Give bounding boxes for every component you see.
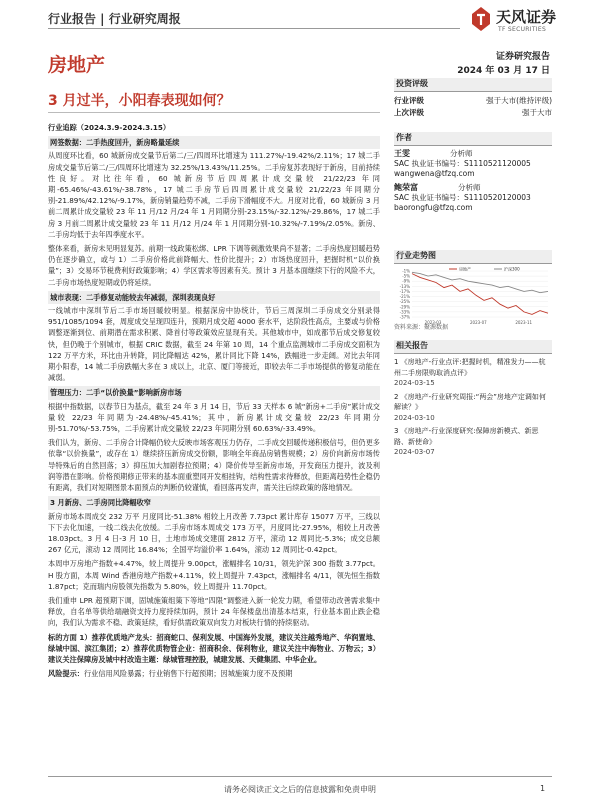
series-line-csi300	[412, 272, 548, 292]
analyst-card	[394, 149, 552, 179]
tf-securities-logo	[470, 4, 580, 40]
industry-trend-chart	[394, 265, 552, 327]
rating-row	[394, 95, 552, 107]
tf-logo-icon	[470, 6, 492, 32]
page-title: 房地产	[48, 54, 106, 76]
logo-text-cn: 天风证券	[496, 8, 557, 26]
x-tick-label: 2023-07	[470, 320, 487, 325]
section-heading: 管理压力：二手“以价换量”影响新房市场	[48, 386, 380, 399]
rating-value: 强于大市(维持评级)	[486, 96, 552, 105]
header-divider	[48, 28, 460, 29]
prev-rating-value: 强于大市	[522, 108, 552, 117]
report-subtitle: 3 月过半，小阳春表现如何？	[48, 93, 231, 109]
rating-panel	[394, 78, 552, 119]
y-tick-label: -33%	[399, 309, 410, 315]
body-paragraph: 根据中指数据，以春节日为基点，截至 24 年 3 月 14 日，节后 33 天样本 6 城“新房+二手房”累计成交量较 22/23 年同期为-24.48%/-45.41%；其中，新房累计成交量较 22/23 年同期分别-51.70%/-53.75%，二手房累计成交量较 22/23 年同期分别 60.63%/-33.49%。	[48, 401, 380, 434]
y-tick-label: -25%	[399, 299, 410, 305]
legend-label: 房地产	[459, 266, 471, 272]
tracking-period: 行业追踪（2024.3.9-2024.3.15）	[48, 123, 171, 132]
body-paragraph: 新房市场本周成交 232 万平 月度同比-51.38% 相较上月改善 7.73pct 累计库存 15077 万平，三线以下下去化加速，一线二线去化放缓。二手房市场本周成交 173 万平，月度同比-27.95%，相较上月改善 18.03pct。3 月 4 日-3 月 10 日，土地市场成交建面 2812 万平，滚动 12 周同比-5.3%；成交总额 267 亿元，滚动 12 周同比 16.84%；全国平均溢价率 1.64%，滚动 12 周同比-0.42pct。	[48, 511, 380, 555]
analyst-card	[394, 183, 552, 213]
analyst-sac: SAC 执业证书编号：S1110520120003	[394, 193, 531, 202]
related-report[interactable]	[394, 392, 552, 424]
x-tick-label: 2023-11	[515, 320, 533, 325]
body-paragraph: 整体来看，新房未见明显复苏。前期一线政策松绑、LPR 下调等刺激效果尚不显著；二手房热度回暖趋势仍在逐步确立，或与 1）二手房价格此前降幅大、性价比提升；2）市场热度回升，把握时机“以价换量”；3）交易环节税费利好政策影响；4）学区需求等因素有关。预计 3 月基本面继续下行的风险不大，二手房市场热度短期或仍将延续。	[48, 244, 380, 287]
footer-disclaimer: 请务必阅读正文之后的信息披露和免责申明	[224, 785, 376, 794]
y-tick-label: -29%	[399, 304, 410, 310]
y-tick-label: -13%	[399, 283, 410, 289]
related-report-date: 2024-03-07	[394, 448, 435, 456]
related-report[interactable]	[394, 426, 552, 458]
analyst-name: 王雯	[394, 149, 410, 158]
y-tick-label: -17%	[399, 288, 410, 294]
risk-paragraph: 风险提示：行业信用风险暴露；行业销售下行超预期；因城施策力度不及预期	[48, 669, 293, 679]
report-category: 行业报告 | 行业研究周报	[48, 12, 181, 26]
analysts-heading: 作者	[394, 132, 552, 146]
main-body	[48, 122, 380, 682]
analyst-role: 分析师	[458, 183, 481, 192]
report-type: 证券研究报告	[495, 52, 550, 62]
x-tick-label: 2023-03	[424, 320, 442, 325]
legend-label: 沪深300	[504, 266, 520, 272]
related-report-title[interactable]: 3 《房地产-行业深度研究:保障房新模式、新思路、新使命》	[394, 427, 539, 446]
body-paragraph: 从周度环比看，60 城新房成交量节后第二/三/四周环比增速为 111.27%/-19.42%/2.11%；17 城二手房成交量节后第二/三/四周环比增速为 32.25%/13.43%/11.25%。二手房复苏表现好于新房，目前持续性良好。对比往年看，60 城新房节后四周累计成交量较 21/22/23 年同期-65.46%/-43.61%/-38.78%，17 城二手房节后四周累计成交量较 21/22/23 年同期分别-21.89%/42.12%/-9.17%，新房销量趋势不减，二手房下滑幅度不大。月度对比看，60 城新房 3 月前二周累计成交量较 23 年 11 月/12 月/24 年 1 月同期分别-23.15%/-32.12%/-29.86%，17 城二手房 3 月前二周累计成交量较 23 年 11 月/12 月/24 年 1 月同期分别-10.32%/-7.19%/2.05%。新房、二手房均低于去年四季度水平。	[48, 151, 380, 239]
analyst-sac: SAC 执业证书编号：S1110521120005	[394, 159, 531, 168]
analysts-panel	[394, 132, 552, 217]
report-date: 2024 年 03 月 17 日	[457, 66, 550, 76]
analyst-role: 分析师	[450, 149, 473, 158]
related-panel	[394, 340, 552, 461]
y-tick-label: -5%	[402, 273, 410, 279]
y-tick-label: -37%	[399, 314, 410, 320]
section-heading: 城市表现：二手修复动能较去年减弱，深圳表现良好	[48, 291, 380, 304]
analyst-name: 鲍荣富	[394, 183, 418, 192]
body-paragraph: 我们重申 LPR 超预期下调，固城施策组策下等地“四限”调整进入新一轮发力期，希望带动改善需求集中释放，自名单等供给端融资支持力度持续加码，预计 24 年保楼盘出清基本结束，行业基本面止跌企稳向，我们认为需求不稳、政策延续，看好供需政策双向发力对板块行情的持续驱动。	[48, 595, 380, 628]
y-tick-label: -21%	[399, 294, 410, 300]
related-report-date: 2024-03-15	[394, 379, 435, 387]
rating-label: 行业评级	[394, 96, 424, 105]
body-paragraph: 我们认为，新房、二手房合计降幅仍较大反映市场客观压力仍存，二手成交回暖传递积极信号，但仍更多依靠“以价换量”，或存在 1）继续挤压新房成交份额，影响全年商品房销售规模；2）房价向新房市场传导特殊后的自然回落；3）抑压加大加剧春拉预期；4）降价传导至新房市场，开发商压力提升，波及利润等潜在影响。价格预期修正带来的基本面重塑同开发相挂钩，结构性需求待释放，但距离趋势性企稳仍有距离，我们对短期图景本面预点的判断仍较谨慎，看回落再发声，需关注后续政策的落地情况。	[48, 438, 380, 493]
logo-text-en: TF SECURITIES	[498, 26, 547, 33]
chart-source: 资料来源：聚源数据	[394, 324, 449, 331]
recommendation-paragraph: 标的方面 1）推荐优质地产龙头：招商蛇口、保利发展、中国海外发展，建议关注越秀地产、华润置地、绿城中国、滨江集团；2）推荐优质物管企业：招商积余、保利物业，建议关注中海物业、万物云；3）建议关注保障房及城中村改造主题：绿城管理控股，城建发展、天健集团、中华企业。	[48, 632, 380, 664]
related-heading: 相关报告	[394, 340, 552, 354]
body-paragraph: 一线城市中深圳节后二手市场回暖较明显。根据深房中协统计，节后三周深圳二手房成交分别录得 951/1085/1094 套，周度成交呈现四连升，预期月成交超 4000 套水平，达阶段性高点，主要或与价格调整逐渐到位、前期潜在需求积累、降首付等政策效应显现有关。其他城市中，如成都节后成交修复较快，但仍晚于个别城市，根据 CRIC 数据，截至 24 年第 10 周，14 个重点监测城市二手房成交面积为 122 万平方米，环比由升转降，同比降幅达 42%，累计同比下降 14%，跌幅进一步走阔。对比去年同期小阳春，14 城二手房跌幅大多在 3 成以上，北京、厦门等接近，即较去年二手市场提供的修复动能在减弱。	[48, 306, 380, 383]
related-report-title[interactable]: 1 《房地产-行业点评:把握时机，精准发力——杭州二手房限购取消点评》	[394, 358, 546, 377]
section-heading: 3 月新房、二手房同比降幅收窄	[48, 496, 380, 509]
related-report-date: 2024-03-10	[394, 413, 435, 422]
prev-rating-row	[394, 107, 552, 119]
body-paragraph: 本周申万房地产指数+4.47%，较上周提升 9.00pct，涨幅排名 10/31，领先沪深 300 指数 3.77pct。H 股方面，本周 Wind 香港房地产指数+4.11%，较上周提升 7.43pct，涨幅排名 4/11，领先恒生指数 1.87pct；克而瑞内房股领先指数为 5.80%，较上周提升 11.70pct。	[48, 559, 380, 591]
page-number: 1	[540, 784, 546, 793]
y-tick-label: -9%	[402, 278, 410, 284]
series-line-real-estate	[412, 274, 548, 315]
subtitle-divider	[48, 112, 380, 113]
rating-heading: 投资评级	[394, 78, 552, 92]
related-report[interactable]	[394, 357, 552, 389]
analyst-email[interactable]: baorongfu@tfzq.com	[394, 203, 473, 212]
related-report-title[interactable]: 2 《房地产-行业研究周报:“两会”房地产定调如何解读？》	[394, 392, 546, 411]
footer-divider	[48, 776, 552, 777]
section-heading: 网签数据：二手热度回升，新房略量延续	[48, 136, 380, 149]
y-tick-label: -1%	[402, 268, 410, 274]
analyst-email[interactable]: wangwena@tfzq.com	[394, 169, 475, 178]
trend-heading: 行业走势图	[394, 250, 552, 264]
prev-rating-label: 上次评级	[394, 108, 424, 117]
report-meta	[440, 50, 550, 78]
